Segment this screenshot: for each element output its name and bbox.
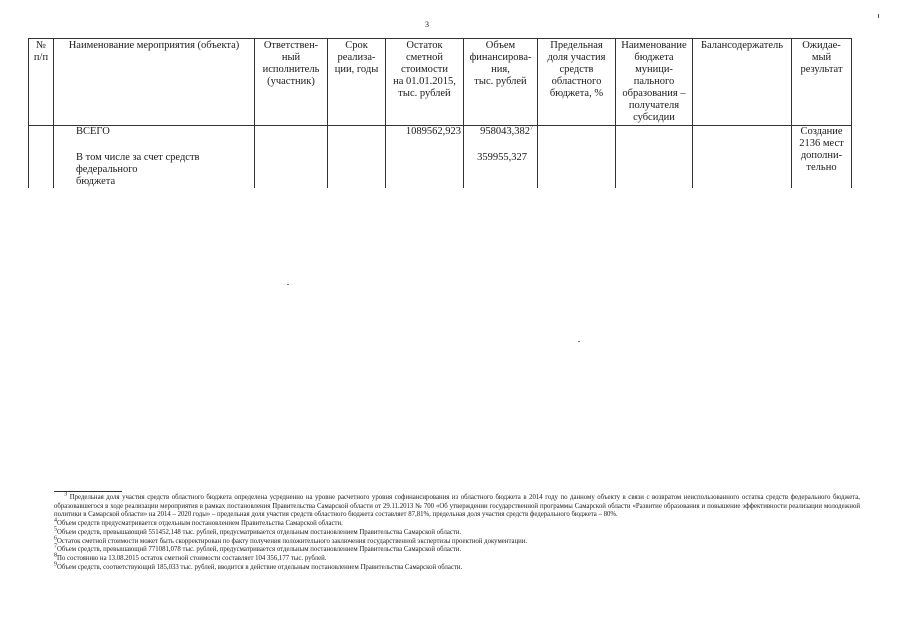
header-regional-share bbox=[538, 39, 616, 126]
footnote-9: $^9$Объем средств, соответствующий 185,033 тыс. рублей, вводится в действие отдельным постановлением Правительства Самарской области. bbox=[54, 561, 463, 571]
header-financing bbox=[464, 39, 538, 126]
header-responsible bbox=[255, 39, 328, 126]
header-text: Предельная доля участия средств областного бюджета, % bbox=[547, 40, 606, 99]
footnote-5: $^5$Объем средств, превышающий 551452,148 тыс. рублей, предусматривается отдельным постановлением Правительства Самарской области. bbox=[54, 526, 462, 536]
table-row-federal bbox=[29, 152, 852, 188]
header-text: Срок реализа- ции, годы bbox=[334, 40, 379, 75]
page-number: 3 bbox=[425, 20, 429, 29]
footnote-4: $^4$Объем средств предусматривается отдельным постановлением Правительства Самарской области. bbox=[54, 517, 343, 528]
footnotes bbox=[54, 491, 861, 572]
header-text: Ожидае- мый результат bbox=[800, 40, 843, 75]
header-text: Ответствен- ный исполнитель (участник) bbox=[262, 40, 320, 87]
federal-label: В том числе за счет средств федерального бюджета bbox=[54, 152, 255, 188]
footnote-ref: 7 bbox=[530, 125, 533, 132]
header-remaining-cost bbox=[386, 39, 464, 126]
header-number bbox=[29, 39, 54, 126]
footnote-7: $^7$Объем средств, превышающий 771081,078 тыс. рублей, предусматривается отдельным постановлением Правительства Самарской области. bbox=[54, 543, 462, 554]
header-expected-result bbox=[792, 39, 852, 126]
scan-mark bbox=[878, 14, 879, 18]
header-text: Объем финансирова- ния, тыс. рублей bbox=[469, 40, 532, 87]
header-balance-holder bbox=[693, 39, 792, 126]
measures-table bbox=[28, 38, 852, 188]
footnote-3: $^3$ Предельная доля участия средств областного бюджета определена усредненно на уровне расчетного уровня софинансирования из областного бюджета в 2014 году по данному объекту в связи с возвратом неиспользованного остатка средств федерального бюджета, образовавшегося в ходе реализации мероприятия в рамках постановления Правительства Самарской области от 29.11.2013 № 700 «Об утверждении государственной программы Самарской области «Развитие образования и повышение эффективности реализации молодежной политики в Самарской области» на 2014 – 2020 годы» – предельная доля участия средств областного бюджета составляет 87,81%, предельная доля участия средств федерального бюджета – 80%. bbox=[54, 491, 861, 519]
total-label: ВСЕГО bbox=[54, 126, 255, 152]
header-text: Наименование бюджета муници- пального образования – получателя субсидии bbox=[621, 40, 687, 123]
header-text: № п/п bbox=[33, 40, 49, 63]
table-header-row bbox=[29, 39, 852, 126]
expected-result-value: Создание 2136 мест дополни- тельно bbox=[792, 126, 852, 188]
scan-speck bbox=[287, 284, 289, 285]
total-financing-value: 958043,382 bbox=[480, 126, 530, 137]
header-text: Остаток сметной стоимости на 01.01.2015, тыс. рублей bbox=[393, 40, 456, 99]
header-text: Балансодержатель bbox=[700, 40, 784, 51]
footnote-6: $^6$Остаток сметной стоимости может быть скорректирован по факту получения положительного заключения государственной экспертизы проектной документации. bbox=[54, 535, 528, 545]
header-text: Наименование мероприятия (объекта) bbox=[68, 40, 240, 51]
header-measure-name bbox=[54, 39, 255, 126]
federal-financing-value: 359955,327 bbox=[464, 152, 538, 188]
total-remaining-cost: 1089562,923 bbox=[386, 126, 464, 152]
table-row-total bbox=[29, 126, 852, 152]
header-municipal-budget bbox=[616, 39, 693, 126]
header-term bbox=[328, 39, 386, 126]
footnote-8: $^8$По состоянию на 13.08.2015 остаток сметной стоимости составляет 104 356,177 тыс. рублей. bbox=[54, 552, 327, 562]
total-financing-cell bbox=[464, 126, 538, 152]
scan-speck bbox=[578, 341, 580, 342]
